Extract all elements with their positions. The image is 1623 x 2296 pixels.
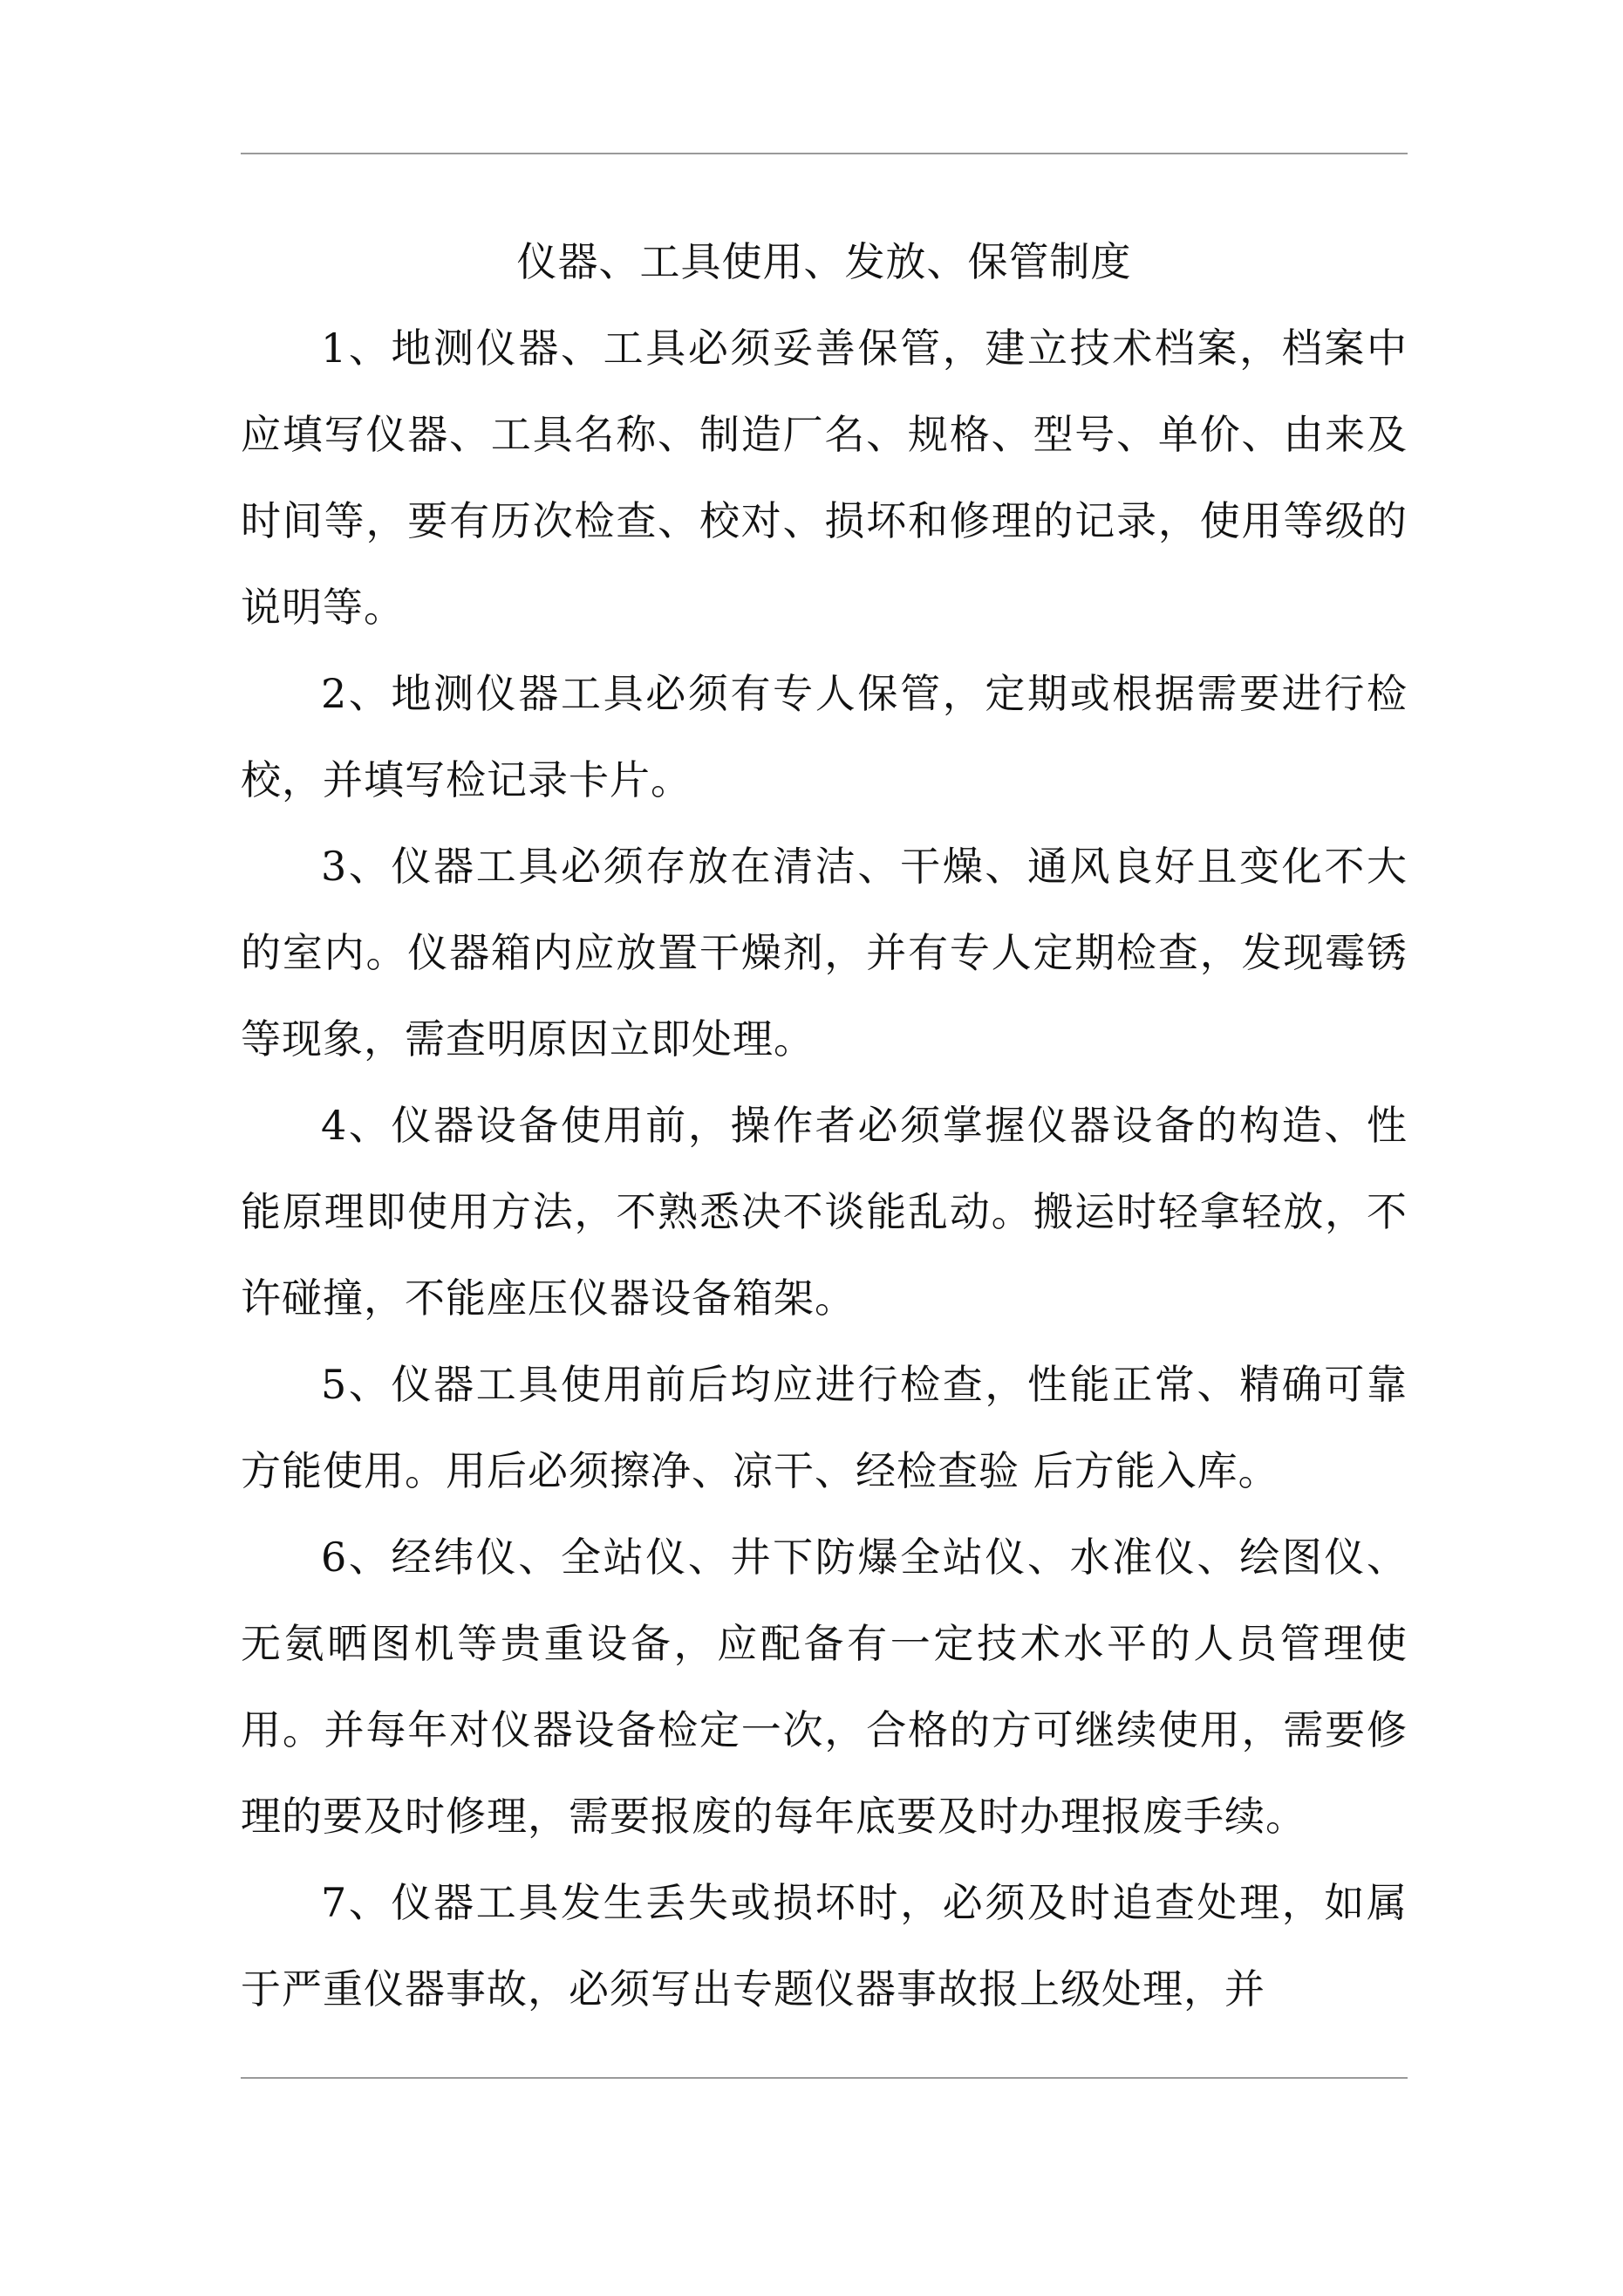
paragraph-4: 4、仪器设备使用前，操作者必须掌握仪器设备的构造、性能原理即使用方法，不熟悉决不谈能乱动。搬运时轻拿轻放，不许碰撞，不能座压仪器设备箱架。 (241, 1102, 1408, 1322)
paragraph-1: 1、地测仪器、工具必须妥善保管，建立技术档案，档案中应填写仪器、工具名称、制造厂名、规格、型号、单价、由来及时间等，要有历次检查、校对、损坏和修理的记录，使用等级的说明等。 (241, 325, 1408, 631)
paragraph-7: 7、仪器工具发生丢失或损坏时，必须及时追查处理，如属于严重仪器事故，必须写出专题仪器事故报上级处理，并 (241, 1879, 1408, 2012)
header-rule (241, 153, 1408, 154)
document-body (241, 218, 1408, 2033)
document-title: 仪器、工具使用、发放、保管制度 (516, 238, 1132, 285)
paragraph-3: 3、仪器工具必须存放在清洁、干燥、通风良好且变化不大的室内。仪器箱内应放置干燥剂，并有专人定期检查，发现霉锈等现象，需查明原因立即处理。 (241, 843, 1408, 1063)
paragraph-5: 5、仪器工具使用前后均应进行检查，性能正常、精确可靠方能使用。用后必须擦净、凉干、经检查验 后方能入库。 (241, 1361, 1408, 1494)
footer-rule (241, 2077, 1408, 2079)
paragraph-2: 2、地测仪器工具必须有专人保管，定期或根据需要进行检校，并填写检记录卡片。 (241, 670, 1408, 803)
paragraph-6: 6、经纬仪、全站仪、井下防爆全站仪、水准仪、绘图仪、无氨晒图机等贵重设备，应配备有一定技术水平的人员管理使用。并每年对仪器设备检定一次，合格的方可继续使用，需要修理的要及时修理，需要报废的每年底要及时办理报废手续。 (241, 1534, 1408, 1840)
